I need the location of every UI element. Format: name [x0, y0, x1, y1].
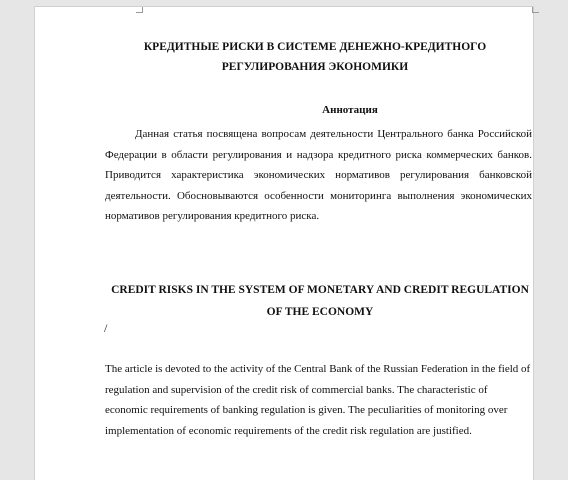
margin-corner-mark-right	[532, 7, 539, 13]
abstract-english: The article is devoted to the activity of the Central Bank of the Russian Federation in the field of regulation and supervision of the credit risk of commercial banks. The characteristic of economic requirements of banking regulation is given. The peculiarities of monitoring over implementation of economic requirements of the credit risk regulation are justified.	[105, 363, 531, 437]
text-cursor-mark: /	[104, 321, 108, 335]
document-page[interactable]	[35, 7, 533, 480]
margin-corner-mark-left	[136, 7, 143, 13]
abstract-heading-label: Аннотация	[322, 104, 378, 116]
title-russian: КРЕДИТНЫЕ РИСКИ В СИСТЕМЕ ДЕНЕЖНО-КРЕДИТНОГО РЕГУЛИРОВАНИЯ ЭКОНОМИКИ	[143, 41, 487, 73]
title-english: CREDIT RISKS IN THE SYSTEM OF MONETARY AND CREDIT REGULATION OF THE ECONOMY	[111, 284, 529, 318]
abstract-heading-russian	[35, 103, 533, 117]
abstract-russian: Данная статья посвящена вопросам деятельности Центрального банка Российской Федерации в области регулирования и надзора кредитного риска коммерческих банков. Приводится характеристика экономических нормативов регулирования банковской деятельности. Обосновываются особенности мониторинга выполнения экономических нормативов регулирования кредитного риска.	[105, 128, 532, 223]
